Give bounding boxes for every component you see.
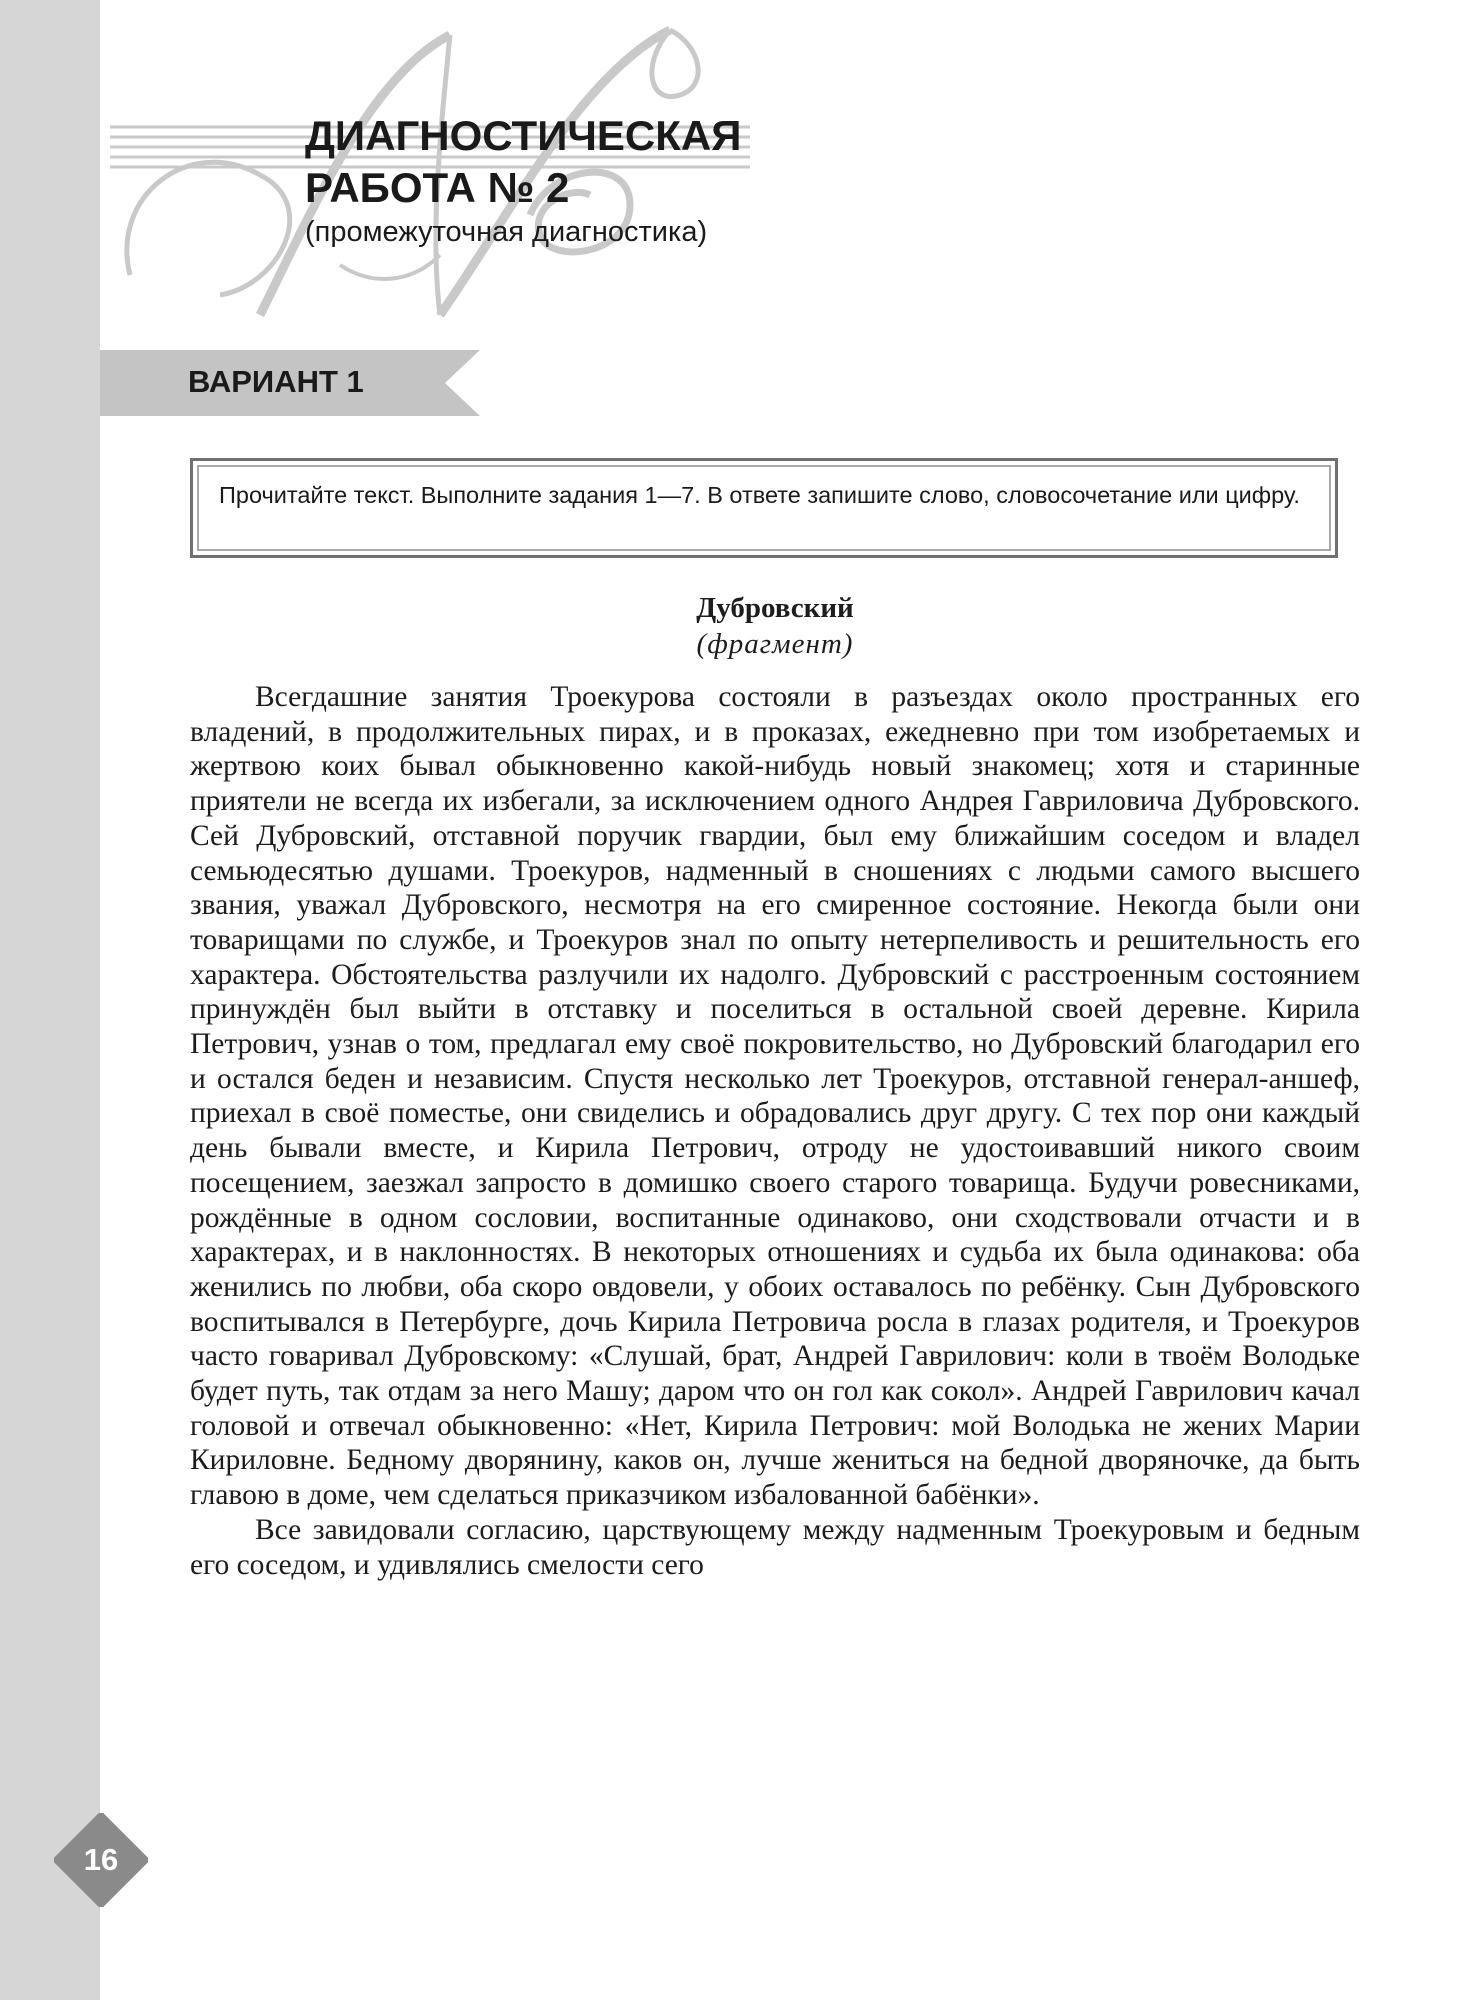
text-subtitle: (фрагмент) [696,628,854,660]
title-line-1: ДИАГНОСТИЧЕСКАЯ [305,112,742,159]
variant-label: ВАРИАНТ 1 [188,364,364,399]
paragraph-2: Все завидовали согласию, царствующему между надменным Троекуровым и бедным его соседом, и удивлялись смелости сего [190,1513,1360,1581]
left-margin-strip [0,0,100,2000]
paragraph-1: Всегдашние занятия Троекурова состояли в разъездах около пространных его владений, в продолжительных пирах, и в проказах, ежедневно при том изобретаемых и жертвою коих бывал обыкновенно какой-нибудь новый знакомец; хотя и старинные приятели не всегда их избегали, за исключением одного Андрея Гавриловича Дубровского. Сей Дубровский, отставной поручик гвардии, был ему ближайшим соседом и владел семьюдесятью душами. Троекуров, надменный в сношениях с людьми самого высшего звания, уважал Дубровского, несмотря на его смиренное состояние. Некогда были они товарищами по службе, и Троекуров знал по опыту нетерпеливость и решительность его характера. Обстоятельства разлучили их надолго. Дубровский с расстроенным состоянием принуждён был выйти в отставку и поселиться в остальной своей деревне. Кирила Петрович, узнав о том, предлагал ему своё покровительство, но Дубровский благодарил его и остался беден и независим. Спустя несколько лет Троекуров, отставной генерал-аншеф, приехал в своё поместье, они свиделись и обрадовались друг другу. С тех пор они каждый день бывали вместе, и Кирила Петрович, отроду не удостоивавший никого своим посещением, заезжал запросто в домишко своего старого товарища. Будучи ровесниками, рождённые в одном сословии, воспитанные одинаково, они сходствовали отчасти и в характерах, и в наклонностях. В некоторых отношениях и судьба их была одинакова: оба женились по любви, оба скоро овдовели, у обоих оставалось по ребёнку. Сын Дубровского воспитывался в Петербурге, дочь Кирила Петровича росла в глазах родителя, и Троекуров часто говаривал Дубровскому: «Слушай, брат, Андрей Гаврилович: коли в твоём Володьке будет путь, так отдам за него Машу; даром что он гол как сокол». Андрей Гаврилович качал головой и отвечал обыкновенно: «Нет, Кирила Петрович: мой Володька не жених Марии Кириловне. Бедному дворянину, каков он, лучше жениться на бедной дворяночке, да быть главою в доме, чем сделаться приказчиком избалованной бабёнки». [190,681,1360,1512]
text-title: Дубровский [696,592,854,624]
page-subtitle: (промежуточная диагностика) [305,216,708,248]
reading-text [190,680,1360,1582]
page-number: 16 [83,1842,119,1877]
instruction-box: Прочитайте текст. Выполните задания 1—7. В ответе запишите слово, словосочетание или цифру. [190,458,1338,558]
page-title [305,110,741,214]
title-line-2: РАБОТА № 2 [305,164,570,211]
